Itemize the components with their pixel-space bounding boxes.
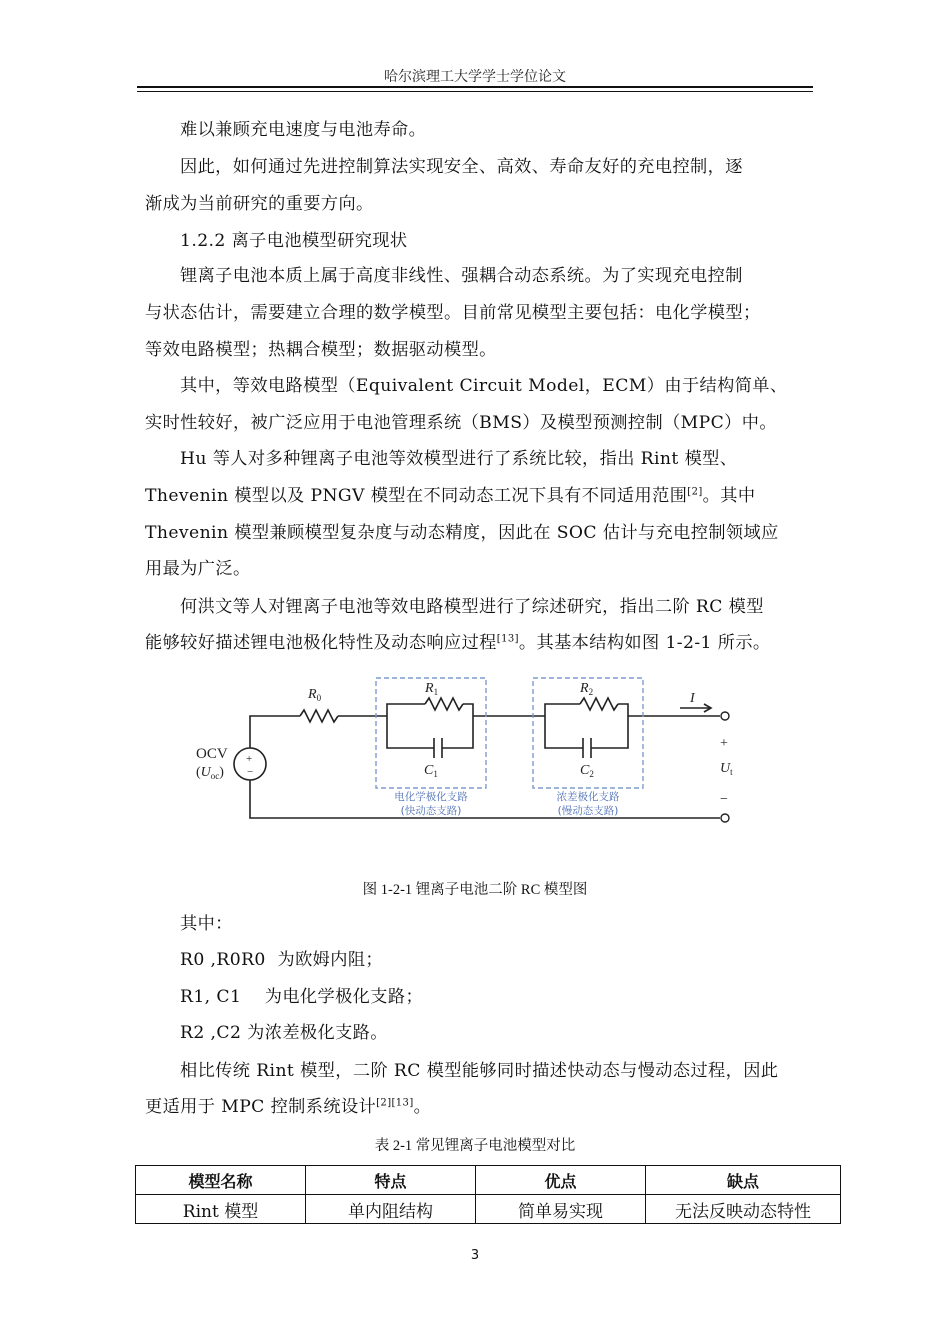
paragraph-line — [145, 631, 815, 655]
running-header: 哈尔滨理工大学学士学位论文 — [384, 69, 566, 85]
plus-label: + — [720, 736, 728, 751]
text-span: Thevenin 模型以及 PNGV 模型在不同动态工况下具有不同适用范围 — [145, 486, 688, 506]
table-header-cell: 缺点 — [646, 1166, 841, 1195]
resistor-r1 — [425, 698, 463, 710]
paragraph-line: 实时性较好，被广泛应用于电池管理系统（BMS）及模型预测控制（MPC）中。 — [145, 413, 777, 433]
text-span: 。其中 — [702, 486, 756, 506]
paragraph-line: 其中： — [180, 914, 233, 934]
r0-label: $R_0$ — [308, 687, 322, 703]
table-header-cell: 模型名称 — [136, 1166, 306, 1195]
page-number: 3 — [470, 1248, 480, 1263]
citation-ref[interactable]: [2] — [687, 486, 703, 498]
c1-label: $C_1$ — [424, 763, 438, 779]
table-cell: Rint 模型 — [136, 1195, 306, 1224]
paragraph-line: R0 ,R0R0 为欧姆内阻； — [180, 950, 384, 970]
slow-branch-label: 浓差极化支路 — [556, 791, 620, 803]
slow-branch-sublabel: (慢动态支路) — [557, 805, 619, 817]
text-span: 。其基本结构如图 1-2-1 所示。 — [518, 633, 771, 653]
fast-branch-label: 电化学极化支路 — [394, 791, 468, 803]
table-header-cell: 特点 — [306, 1166, 476, 1195]
r1-label: $R_1$ — [425, 681, 439, 697]
paragraph-line: 相比传统 Rint 模型，二阶 RC 模型能够同时描述快动态与慢动态过程，因此 — [180, 1061, 779, 1081]
paragraph-line: 用最为广泛。 — [145, 559, 251, 579]
wire — [387, 716, 434, 748]
paragraph-line: 与状态估计，需要建立合理的数学模型。目前常见模型主要包括：电化学模型； — [145, 303, 761, 323]
paragraph-line: 何洪文等人对锂离子电池等效电路模型进行了综述研究，指出二阶 RC 模型 — [180, 597, 764, 617]
minus-label: − — [720, 792, 728, 807]
figure-caption: 图 1-2-1 锂离子电池二阶 RC 模型图 — [362, 882, 588, 898]
paragraph-line: 锂离子电池本质上属于高度非线性、强耦合动态系统。为了实现充电控制 — [180, 266, 743, 286]
text-span: 更适用于 MPC 控制系统设计 — [145, 1097, 377, 1117]
wire — [463, 704, 473, 716]
model-comparison-table — [135, 1165, 841, 1224]
paragraph-line: 因此，如何通过先进控制算法实现安全、高效、寿命友好的充电控制，逐 — [180, 157, 743, 177]
paragraph-line: R1, C1 为电化学极化支路； — [180, 987, 424, 1007]
citation-ref[interactable]: [2][13] — [376, 1097, 414, 1109]
wire — [387, 704, 425, 716]
r2-label: $R_2$ — [580, 681, 594, 697]
table-header-row — [136, 1166, 841, 1195]
terminal-negative — [721, 814, 729, 822]
wire — [545, 716, 583, 748]
paragraph-line: 其中，等效电路模型（Equivalent Circuit Model，ECM）由于结构简单、 — [180, 376, 788, 396]
table-row — [136, 1195, 841, 1224]
table-header-cell: 优点 — [476, 1166, 646, 1195]
current-label: I — [690, 691, 695, 706]
table-cell: 无法反映动态特性 — [646, 1195, 841, 1224]
paragraph-line: Hu 等人对多种锂离子电池等效模型进行了系统比较，指出 Rint 模型、 — [180, 449, 738, 469]
text-span: 能够较好描述锂电池极化特性及动态响应过程 — [145, 633, 497, 653]
ocv-label: OCV — [196, 746, 228, 762]
ut-label: $U_t$ — [720, 761, 733, 777]
text-span: 。 — [413, 1097, 432, 1117]
source-minus: − — [247, 766, 254, 778]
fast-branch-sublabel: (快动态支路) — [400, 805, 462, 817]
wire — [250, 716, 300, 748]
c2-label: $C_2$ — [580, 763, 594, 779]
resistor-r0 — [300, 710, 338, 722]
paragraph-line: 难以兼顾充电速度与电池寿命。 — [180, 120, 427, 140]
table-cell: 简单易实现 — [476, 1195, 646, 1224]
terminal-positive — [721, 712, 729, 720]
table-cell: 单内阻结构 — [306, 1195, 476, 1224]
wire — [618, 704, 628, 716]
wire — [545, 704, 580, 716]
wire — [442, 716, 473, 748]
paragraph-line: Thevenin 模型兼顾模型复杂度与动态精度，因此在 SOC 估计与充电控制领域应 — [145, 523, 779, 543]
source-plus: + — [246, 753, 253, 765]
section-heading: 1.2.2 离子电池模型研究现状 — [180, 231, 408, 251]
paragraph-line — [145, 1095, 815, 1119]
paragraph-line: 等效电路模型；热耦合模型；数据驱动模型。 — [145, 340, 497, 360]
citation-ref[interactable]: [13] — [496, 633, 519, 645]
header-rule-thin — [137, 91, 813, 92]
wire — [591, 716, 628, 748]
paragraph-line — [145, 484, 815, 508]
rc-circuit-figure — [180, 668, 770, 848]
wire — [250, 780, 720, 818]
paragraph-line: 渐成为当前研究的重要方向。 — [145, 194, 374, 214]
header-rule-thick — [137, 86, 813, 88]
paragraph-line: R2 ,C2 为浓差极化支路。 — [180, 1023, 388, 1043]
table-caption: 表 2-1 常见锂离子电池模型对比 — [374, 1138, 576, 1154]
resistor-r2 — [580, 698, 618, 710]
uoc-label: $(U_{oc})$ — [196, 765, 224, 781]
